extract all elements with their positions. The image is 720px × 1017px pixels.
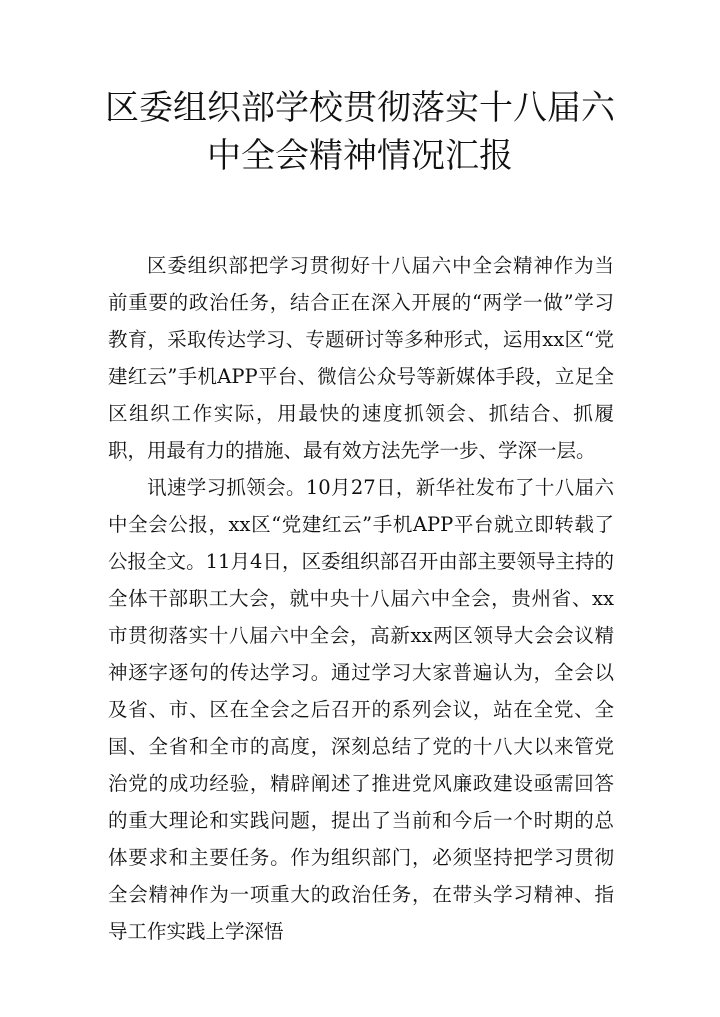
- document-body: [108, 247, 614, 950]
- document-title: 区委组织部学校贯彻落实十八届六中全会精神情况汇报: [105, 88, 615, 176]
- paragraph-study: 讯速学习抓领会。10月27日，新华社发布了十八届六中全会公报，xx区“党建红云”手机APP平台就立即转载了公报全文。11月4日，区委组织部召开由部主要领导主持的全体干部职工大会，就中央十八届六中全会，贵州省、xx市贯彻落实十八届六中全会，高新xx两区领导大会会议精神逐字逐句的传达学习。通过学习大家普遍认为，全会以及省、市、区在全会之后召开的系列会议，站在全党、全国、全省和全市的高度，深刻总结了党的十八大以来管党治党的成功经验，精辟阐述了推进党风廉政建设亟需回答的重大理论和实践问题，提出了当前和今后一个时期的总体要求和主要任务。作为组织部门，必须坚持把学习贯彻全会精神作为一项重大的政治任务，在带头学习精神、指导工作实践上学深悟: [108, 476, 614, 943]
- paragraph-intro: 区委组织部把学习贯彻好十八届六中全会精神作为当前重要的政治任务，结合正在深入开展的“两学一做”学习教育，采取传达学习、专题研讨等多种形式，运用xx区“党建红云”手机APP平台、微信公众号等新媒体手段，立足全区组织工作实际，用最快的速度抓领会、抓结合、抓履职，用最有力的措施、最有效方法先学一步、学深一层。: [108, 254, 614, 462]
